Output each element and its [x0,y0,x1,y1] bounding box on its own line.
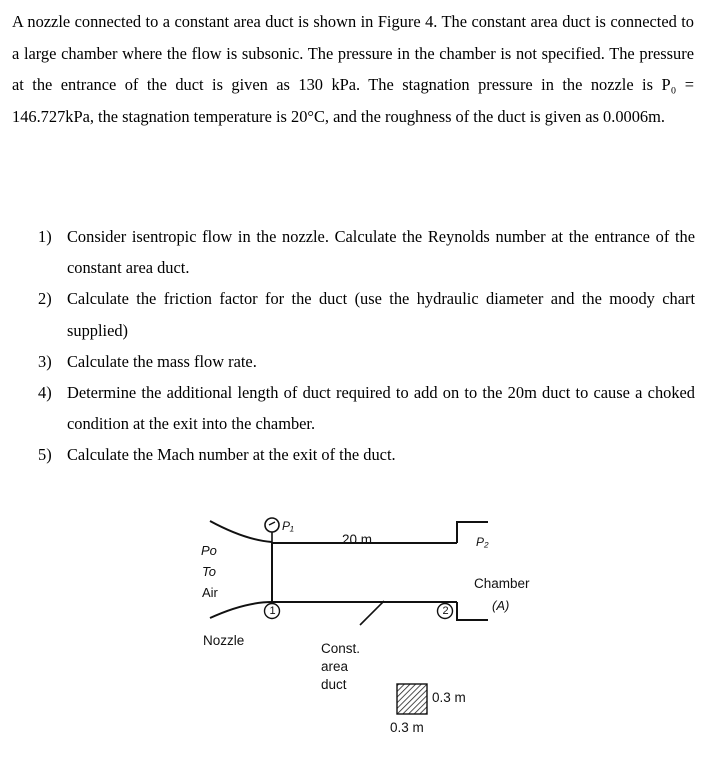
question-item [38,283,695,345]
duct-length-label: 20 m [342,532,373,547]
question-text: Determine the additional length of duct required to add on to the 20m duct to cause a choked condition at the exit into the chamber. [67,383,695,434]
question-number: 1) [38,227,52,246]
question-item [38,377,695,439]
question-item [38,221,695,283]
station-2-label: 2 [442,605,449,617]
gauge-needle [269,522,275,525]
question-text: Calculate the friction factor for the duct (use the hydraulic diameter and the moody chart supplied) [67,289,695,340]
stagnation-pressure-label: Po [201,543,217,558]
chamber-label: Chamber [474,576,530,591]
station-1-label: 1 [269,605,276,617]
entrance-pressure-label: P₁ [282,519,294,533]
section-height-label: 0.3 m [432,690,466,705]
question-text: Calculate the mass flow rate. [67,351,257,371]
chamber-id-label: (A) [492,598,510,613]
problem-statement: A nozzle connected to a constant area duct is shown in Figure 4. The constant area duct is connected to a large chamber where the flow is subsonic. The pressure in the chamber is not specified. The pressure at the entrance of the duct is given as 130 kPa. The stagnation pressure in the nozzle is P₀ = 146.727kPa, the stagnation temperature is 20°C, and the roughness of the duct is given as 0.0006m. [12,12,694,126]
nozzle-top-wall [210,521,272,542]
exit-pressure-label: P₂ [476,535,489,549]
duct-cross-section [397,684,427,714]
nozzle-bottom-wall [210,602,272,618]
question-number: 5) [38,445,52,465]
diagram-drawing [170,488,550,768]
duct-label-line-1: Const. [321,641,361,656]
nozzle-label: Nozzle [203,633,245,648]
question-number: 4) [38,383,52,403]
duct-label-line-2: area [321,659,349,674]
stagnation-temperature-label: To [202,564,216,579]
question-number: 2) [38,289,52,309]
figure-4-nozzle-duct-diagram [170,488,550,768]
chamber-bottom-wall [457,602,488,620]
question-number: 3) [38,351,52,371]
question-item [38,346,695,377]
section-width-label: 0.3 m [390,720,424,735]
duct-label-line-3: duct [321,677,347,692]
duct-leader-line [360,601,384,625]
pressure-gauge-icon [265,518,279,532]
question-item [38,439,695,470]
question-text: Consider isentropic flow in the nozzle. Calculate the Reynolds number at the entrance of the constant area duct. [67,227,695,278]
question-text: Calculate the Mach number at the exit of the duct. [67,445,396,465]
question-list [38,221,695,471]
air-label: Air [202,585,218,600]
